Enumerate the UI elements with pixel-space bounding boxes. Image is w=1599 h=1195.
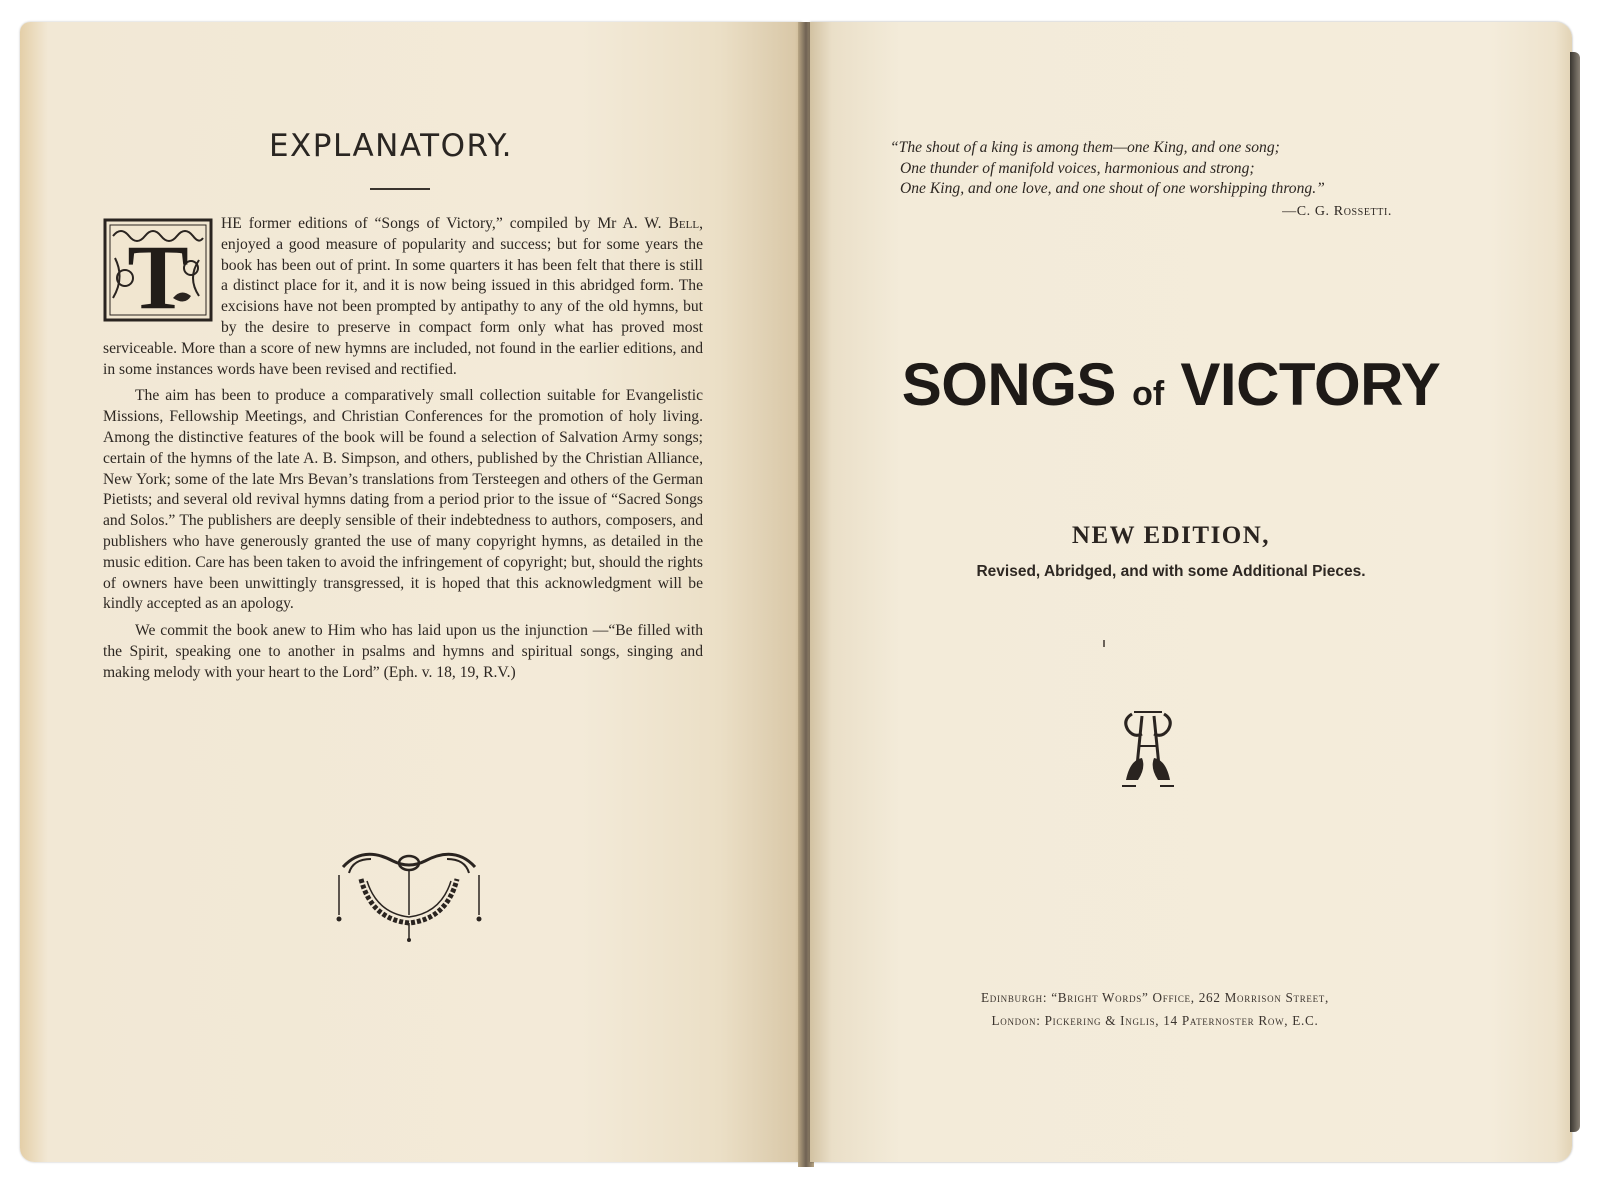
paragraph-1-text-a: HE former editions of “Songs of Victory,” compiled by Mr A. W. <box>221 215 669 232</box>
heading-rule <box>370 188 430 190</box>
paragraph-2: The aim has been to produce a comparatively small collection suitable for Evangelistic Missions, Fellowship Meetings, and Christian Conferences for the promotion of holy living. Among the distinctive features of the book will be found a selection of Salvation Army songs; certain of the hymns of the late A. B. Simpson, and others, published by the Christian Alliance, New York; some of the late Mrs Bevan’s translations from Tersteegen and others of the German Pietists; and several old revival hymns dating from a period prior to the issue of “Sacred Songs and Solos.” The publishers are deeply sensible of their indebtedness to authors, composers, and publishers who have generously granted the use of many copyright hymns, as detailed in the music edition. Care has been taken to avoid the infringement of copyright; but, should the rights of owners have been unwittingly transgressed, it is hoped that this acknowledgment will be kindly accepted as an apology. <box>103 387 703 613</box>
epigraph-attribution: —C. G. Rossetti. <box>1282 203 1392 219</box>
publisher-imprint <box>860 986 1450 1032</box>
paragraph-3: We commit the book anew to Him who has laid upon us the injunction —“Be filled with the Spirit, speaking one to another in psalms and hymns and spiritual songs, singing and making melody with your heart to the Lord” (Eph. v. 18, 19, R.V.) <box>103 622 703 681</box>
epigraph-line-1: “The shout of a king is among them—one King, and one song; <box>890 139 1280 156</box>
epigraph-line-3: One King, and one love, and one shout of one worshipping throng.” <box>900 180 1325 197</box>
publisher-monogram-icon <box>1118 706 1178 790</box>
epigraph-line-2: One thunder of manifold voices, harmonious and strong; <box>900 159 1255 177</box>
edition-label: NEW EDITION, <box>1071 522 1271 549</box>
explanatory-text <box>103 214 703 690</box>
svg-text:T: T <box>127 226 189 322</box>
name-bell: Bell <box>668 215 700 232</box>
book-title <box>790 350 1552 419</box>
explanatory-heading: EXPLANATORY. <box>268 128 514 164</box>
paper-speck <box>1103 640 1105 647</box>
title-songs: SONGS <box>901 351 1116 418</box>
paragraph-1-text-b: , enjoyed a good measure of popularity and success; but for some years the book has been out of print. In some quarters it has been felt that there is still a distinct place for it, and it is now being issued in this abridged form. The excisions have not been prompted by antipathy to any of the old hymns, but by the desire to preserve in compact form only what has proved most serviceable. More than a score of new hymns are included, not found in the earlier editions, and in some instances words have been revised and rectified. <box>103 215 703 378</box>
title-of: of <box>1132 375 1165 413</box>
page-edge-shadow <box>1570 52 1580 1132</box>
imprint-london: London: Pickering & Inglis, 14 Paternoster Row, E.C. <box>991 1013 1319 1028</box>
title-victory: VICTORY <box>1180 351 1441 418</box>
wreath-ornament-icon <box>333 843 485 943</box>
edition-subtitle: Revised, Abridged, and with some Additional Pieces. <box>976 563 1366 580</box>
imprint-edinburgh: Edinburgh: “Bright Words” Office, 262 Morrison Street, <box>981 990 1329 1005</box>
ornamental-dropcap-icon <box>103 218 213 322</box>
epigraph <box>890 138 1410 222</box>
paragraph-1 <box>103 214 703 380</box>
